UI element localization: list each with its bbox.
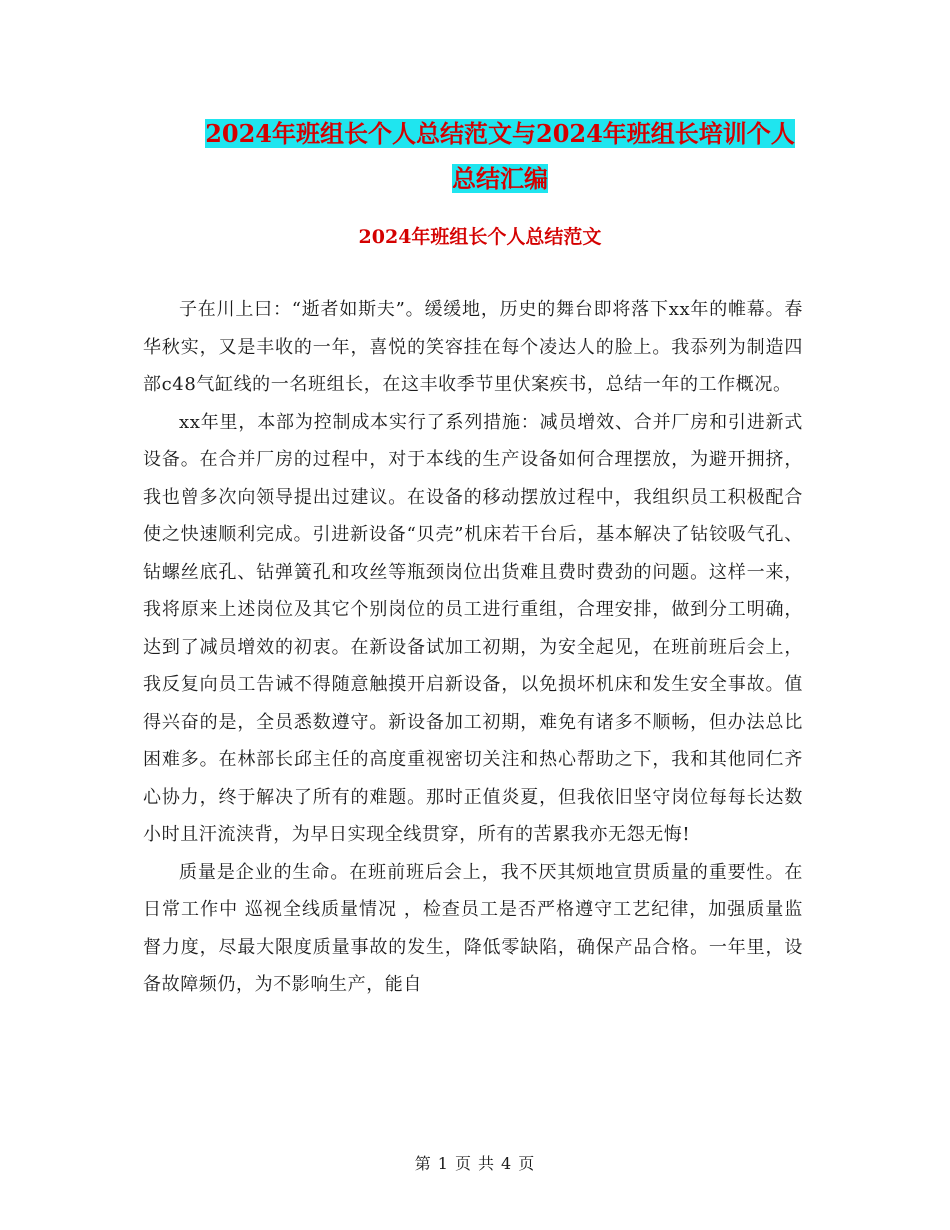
document-title [140,111,860,201]
document-title-line-2: 总结汇编 [452,164,548,193]
footer-suffix: 页 [518,1154,536,1173]
page-total: 4 [501,1154,513,1173]
section-title: 2024年班组长个人总结范文 [358,226,602,248]
paragraph-3: 质量是企业的生命。在班前班后会上，我不厌其烦地宣贯质量的重要性。在日常工作中 巡视全线质量情况 ，检查员工是否严格遵守工艺纪律，加强质量监督力度，尽最大限度质量事故的发生，降低零缺陷，确保产品合格。一年里，设备故障频仍，为不影响生产，能自 [143,861,803,995]
document-body [143,291,803,1004]
footer-mid: 页 共 [454,1154,496,1173]
page-number: 1 [437,1154,449,1173]
paragraph-2: xx年里，本部为控制成本实行了系列措施：减员增效、合并厂房和引进新式设备。在合并厂房的过程中，对于本线的生产设备如何合理摆放，为避开拥挤，我也曾多次向领导提出过建议。在设备的移动摆放过程中，我组织员工积极配合使之快速顺利完成。引进新设备“贝壳”机床若干台后，基本解决了钻铰吸气孔、钻螺丝底孔、钻弹簧孔和攻丝等瓶颈岗位出货难且费时费劲的问题。这样一来，我将原来上述岗位及其它个别岗位的员工进行重组，合理安排，做到分工明确，达到了减员增效的初衷。在新设备试加工初期，为安全起见，在班前班后会上，我反复向员工告诫不得随意触摸开启新设备，以免损坏机床和发生安全事故。值得兴奋的是，全员悉数遵守。新设备加工初期，难免有诸多不顺畅，但办法总比困难多。在林部长邱主任的高度重视密切关注和热心帮助之下，我和其他同仁齐心协力，终于解决了所有的难题。那时正值炎夏，但我依旧坚守岗位每每长达数小时且汗流浃背，为早日实现全线贯穿，所有的苦累我亦无怨无悔! [143,411,803,845]
paragraph-1: 子在川上曰：“逝者如斯夫”。缓缓地，历史的舞台即将落下xx年的帷幕。春华秋实，又是丰收的一年，喜悦的笑容挂在每个凌达人的脸上。我忝列为制造四部c48气缸线的一名班组长，在这丰收季节里伏案疾书，总结一年的工作概况。 [143,299,803,395]
footer-prefix: 第 [414,1154,432,1173]
page-footer [0,1152,950,1176]
document-title-line-1: 2024年班组长个人总结范文与2024年班组长培训个人 [205,119,795,148]
